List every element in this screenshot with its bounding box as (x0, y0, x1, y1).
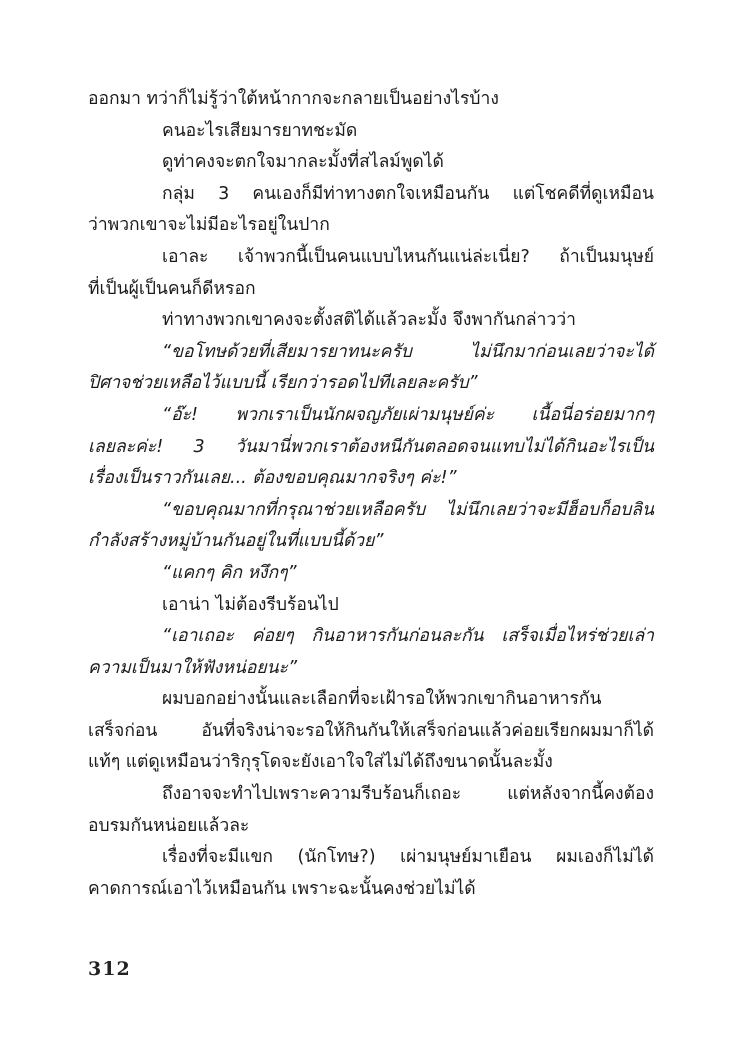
page-number: 312 (88, 958, 131, 980)
text-line: อบรมกันหน่อยแล้วละ (88, 815, 250, 836)
dialogue-line: ปิศาจช่วยเหลือไว้แบบนี้ เรียกว่ารอดไปทีเลยละครับ” (88, 373, 478, 394)
text-line: ท่าทางพวกเขาคงจะตั้งสติได้แล้วละมั้ง จึงพากันกล่าวว่า (162, 310, 576, 331)
text-line: ออกมา ทว่าก็ไม่รู้ว่าใต้หน้ากากจะกลายเป็นอย่างไรบ้าง (88, 89, 499, 109)
text-line: ว่าพวกเขาจะไม่มีอะไรอยู่ในปาก (88, 215, 330, 236)
dialogue-line: เลยละค่ะ! 3 วันมานี่พวกเราต้องหนีกันตลอดจนแทบไม่ได้กินอะไรเป็น (88, 436, 654, 457)
text-line: เรื่องที่จะมีแขก (นักโทษ?) เผ่ามนุษย์มาเยือน ผมเองก็ไม่ได้ (162, 847, 654, 868)
dialogue-line: “ขอโทษด้วยที่เสียมารยาทนะครับ ไม่นึกมาก่อนเลยว่าจะได้ (162, 341, 654, 362)
text-line: แท้ๆ แต่ดูเหมือนว่าริกุรุโดจะยังเอาใจใส่ไม่ได้ถึงขนาดนั้นละมั้ง (88, 752, 553, 773)
dialogue-line: ความเป็นมาให้ฟังหน่อยนะ” (88, 657, 298, 678)
dialogue-line: เรื่องเป็นราวกันเลย... ต้องขอบคุณมากจริงๆ ค่ะ!” (88, 468, 457, 489)
text-line: กลุ่ม 3 คนเองก็มีท่าทางตกใจเหมือนกัน แต่โชคดีที่ดูเหมือน (162, 183, 654, 204)
text-line: เอาน่า ไม่ต้องรีบร้อนไป (162, 594, 339, 615)
dialogue-line: กำลังสร้างหมู่บ้านกันอยู่ในที่แบบนี้ด้วย” (88, 531, 384, 552)
text-line: ที่เป็นผู้เป็นคนก็ดีหรอก (88, 278, 256, 299)
dialogue-line: “ขอบคุณมากที่กรุณาช่วยเหลือครับ ไม่นึกเลยว่าจะมีฮ็อบก็อบลิน (162, 499, 654, 520)
dialogue-line: “เอาเถอะ ค่อยๆ กินอาหารกันก่อนละกัน เสร็จเมื่อไหร่ช่วยเล่า (162, 626, 654, 647)
text-line: คาดการณ์เอาไว้เหมือนกัน เพราะฉะนั้นคงช่วยไม่ได้ (88, 878, 476, 899)
text-line: คนอะไรเสียมารยาทชะมัด (162, 120, 358, 141)
dialogue-line: “แคกๆ คิก หงึกๆ” (162, 562, 297, 583)
text-line: เสร็จก่อน อันที่จริงน่าจะรอให้กินกันให้เสร็จก่อนแล้วค่อยเรียกผมมาก็ได้ (88, 720, 654, 741)
text-line: ดูท่าคงจะตกใจมากละมั้งที่สไลม์พูดได้ (162, 152, 444, 173)
text-line: เอาละ เจ้าพวกนี้เป็นคนแบบไหนกันแน่ล่ะเนี่ย? ถ้าเป็นมนุษย์ (162, 246, 654, 267)
dialogue-line: “อ๊ะ! พวกเราเป็นนักผจญภัยเผ่ามนุษย์ค่ะ เนื้อนี่อร่อยมากๆ (162, 404, 654, 425)
page-body (88, 84, 654, 905)
text-line: ถึงอาจจะทำไปเพราะความรีบร้อนก็เถอะ แต่หลังจากนี้คงต้อง (162, 784, 654, 805)
text-line: ผมบอกอย่างนั้นและเลือกที่จะเฝ้ารอให้พวกเขากินอาหารกัน (162, 689, 602, 710)
